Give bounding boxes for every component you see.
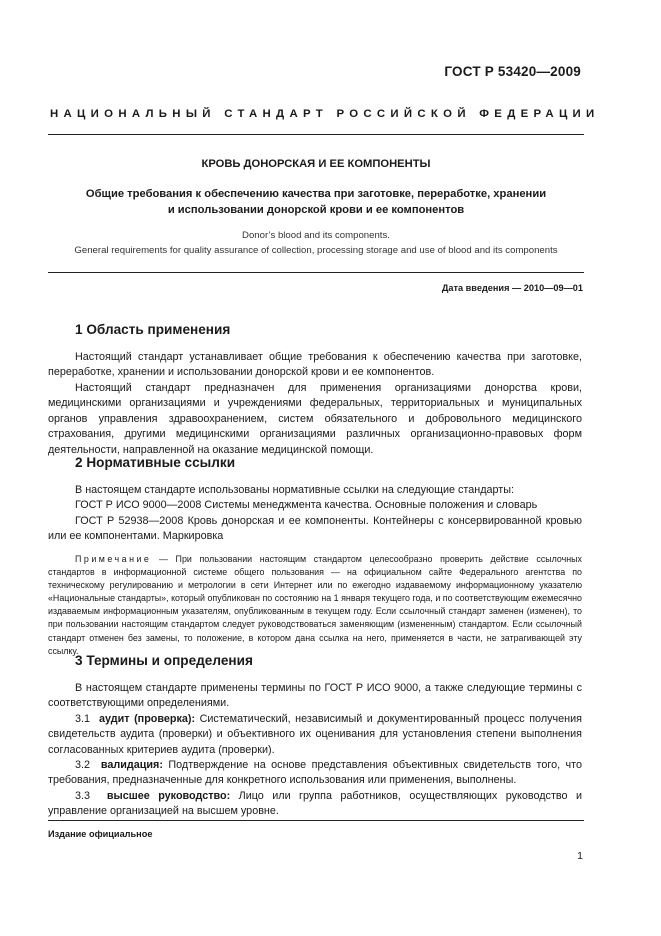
english-title-line-2: General requirements for quality assurance of collection, processing storage and use of blood and its components xyxy=(74,245,558,256)
section-3-heading: 3 Термины и определения xyxy=(75,653,253,668)
definition-number: 3.2 xyxy=(75,759,91,771)
term-validation: валидация: xyxy=(100,759,163,771)
subtitle-line-1: Общие требования к обеспечению качества при заготовке, переработке, хранении xyxy=(85,188,547,200)
reference-gost-iso-9000: ГОСТ Р ИСО 9000—2008 Системы менеджмента качества. Основные положения и словарь xyxy=(75,499,538,512)
subtitle-line-2: и использовании донорской крови и ее компонентов xyxy=(167,204,465,216)
section-1-paragraph-1: Настоящий стандарт устанавливает общие требования к обеспечению качества при заготовке, переработке, хранении и использовании донорской крови и ее компонентов. xyxy=(48,351,582,379)
official-edition-label: Издание официальное xyxy=(48,829,153,839)
definition-top-management xyxy=(48,789,582,820)
definition-audit xyxy=(48,712,582,758)
definition-text: Подтверждение на основе представления объективных свидетельств того, что требования, предназначенные для конкретного использования или применения, выполнены. xyxy=(48,759,582,787)
note-block xyxy=(48,553,582,658)
definition-text: Лицо или группа работников, осуществляющих руководство и управление организацией на высшем уровне. xyxy=(48,790,582,818)
reference-gost-52938: ГОСТ Р 52938—2008 Кровь донорская и ее компоненты. Контейнеры с консервированной кровью или ее компонентами. Маркировка xyxy=(48,515,582,543)
english-title xyxy=(48,228,584,258)
national-standard-banner: НАЦИОНАЛЬНЫЙ СТАНДАРТ РОССИЙСКОЙ ФЕДЕРАЦИИ xyxy=(50,108,600,120)
section-2-intro-block xyxy=(75,483,537,514)
term-audit: аудит (проверка): xyxy=(99,713,196,725)
footer-divider xyxy=(48,820,584,821)
section-1-paragraph-2: Настоящий стандарт предназначен для применения организациями донорства крови, медицинскими организациями и учреждениями федеральных, территориальных и муниципальных органов управления здравоохранением, систем обязательного и добровольного медицинского страхования, другими медицинскими организациями различных организационно-правовых форм деятельности, направленной на оказание медицинской помощи. xyxy=(48,382,582,456)
note-label: Примечание xyxy=(75,554,152,564)
definition-text: Систематический, независимый и документированный процесс получения свидетельств аудита (проверки) и объективного их оценивания для установления степени выполнения согласованных критериев аудита (проверки). xyxy=(48,713,582,756)
definition-validation xyxy=(48,758,582,789)
document-subtitle xyxy=(48,186,584,218)
definition-number: 3.3 xyxy=(75,790,91,802)
top-divider xyxy=(48,134,584,135)
definition-number: 3.1 xyxy=(75,713,91,725)
section-2-heading: 2 Нормативные ссылки xyxy=(75,455,236,470)
section-3-paragraph-1: В настоящем стандарте применены термины по ГОСТ Р ИСО 9000, а также следующие термины с соответствующими определениями. xyxy=(48,682,582,710)
english-title-line-1: Donor’s blood and its components. xyxy=(242,230,390,241)
title-divider xyxy=(48,272,584,273)
term-top-management: высшее руководство: xyxy=(106,790,231,802)
document-title: КРОВЬ ДОНОРСКАЯ И ЕЕ КОМПОНЕНТЫ xyxy=(201,158,431,170)
note-text: — При пользовании настоящим стандартом целесообразно проверить действие ссылочных стандартов в информационной системе общего пользования — на официальном сайте Федерального агентства по техническому регулированию и метрологии в сети Интернет или по ежегодно издаваемому информационному указателю «Национальные стандарты», который опубликован по состоянию на 1 января текущего года, и по соответствующим ежемесячно издаваемым информационным указателям, опубликованным в текущем году. Если ссылочный стандарт заменен (изменен), то при пользовании настоящим стандартом следует руководствоваться заменяющим (измененным) стандартом. Если ссылочный стандарт отменен без замены, то положение, в котором дана ссылка на него, применяется в части, не затрагивающей эту ссылку. xyxy=(48,554,582,656)
section-1-heading: 1 Область применения xyxy=(75,322,231,337)
page-number: 1 xyxy=(577,850,583,862)
document-number: ГОСТ Р 53420—2009 xyxy=(444,64,581,79)
introduction-date: Дата введения — 2010—09—01 xyxy=(441,283,583,293)
section-2-paragraph-1: В настоящем стандарте использованы нормативные ссылки на следующие стандарты: xyxy=(75,484,514,496)
